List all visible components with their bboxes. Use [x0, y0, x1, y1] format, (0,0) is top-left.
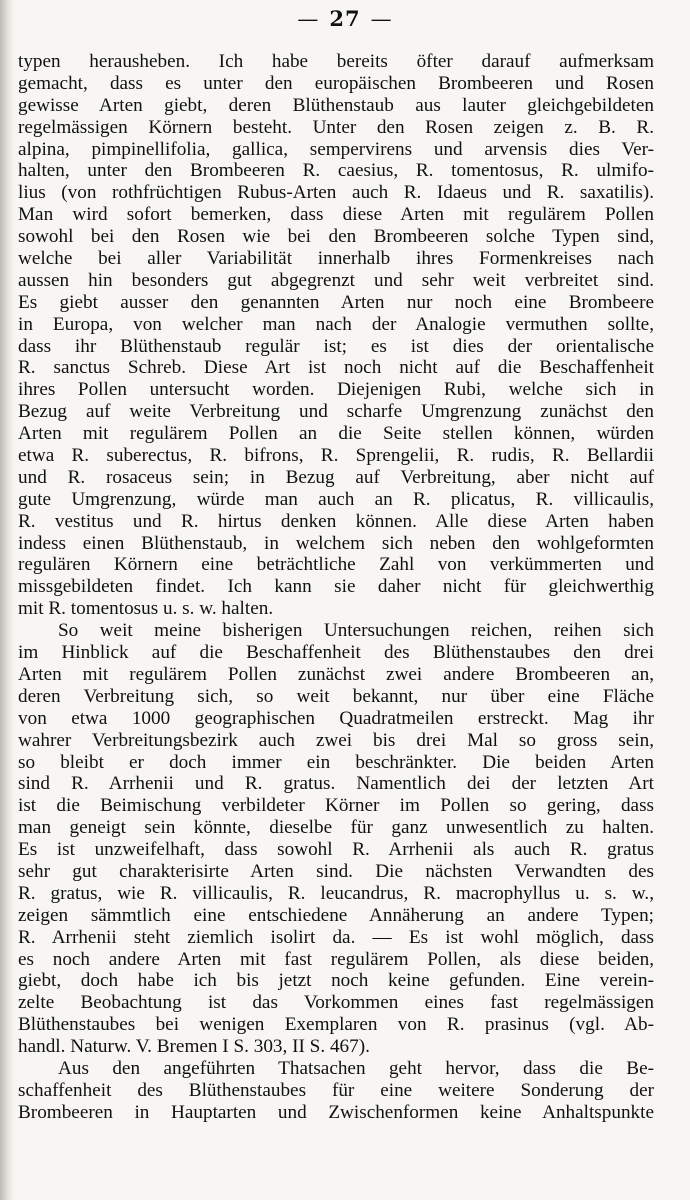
text-line: halten, unter den Brombeeren R. caesius, R. tomentosus, R. ulmifo-	[18, 160, 654, 182]
text-line: giebt, doch habe ich bis jetzt noch keine gefunden. Eine verein-	[18, 970, 654, 992]
text-line: Aus den angeführten Thatsachen geht hervor, dass die Be-	[58, 1057, 654, 1079]
body-text	[18, 51, 654, 1124]
text-line: man geneigt sein könnte, dieselbe für ganz unwesentlich zu halten.	[18, 817, 654, 839]
text-line: etwa R. suberectus, R. bifrons, R. Sprengelii, R. rudis, R. Bellardii	[18, 445, 654, 467]
text-line: Es giebt ausser den genannten Arten nur noch eine Brombeere	[18, 291, 654, 313]
text-line: schaffenheit des Blüthenstaubes für eine weitere Sonderung der	[18, 1079, 654, 1101]
text-line: welche bei aller Variabilität innerhalb ihres Formenkreises nach	[18, 248, 654, 270]
text-line: aussen hin besonders gut abgegrenzt und sehr weit verbreitet sind.	[18, 269, 654, 291]
text-line: R. vestitus und R. hirtus denken können. Alle diese Arten haben	[18, 510, 654, 532]
text-line: typen herausheben. Ich habe bereits öfter darauf aufmerksam	[18, 51, 654, 72]
binding-shadow	[0, 0, 14, 1200]
text-line: Arten mit regulärem Pollen an die Seite stellen können, würden	[18, 423, 654, 445]
text-line: missgebildeten findet. Ich kann sie daher nicht für gleichwerthig	[18, 576, 654, 598]
text-line: wahrer Verbreitungsbezirk auch zwei bis drei Mal so gross sein,	[18, 729, 654, 751]
page-number-value: 27	[329, 6, 361, 31]
text-line: deren Verbreitung sich, so weit bekannt, nur über eine Fläche	[18, 685, 654, 707]
text-line: So weit meine bisherigen Untersuchungen reichen, reihen sich	[58, 620, 654, 642]
paragraph	[18, 1058, 654, 1124]
text-line: so bleibt er doch immer ein beschränkter. Die beiden Arten	[18, 751, 654, 773]
text-line: R. Arrhenii steht ziemlich isolirt da. — Es ist wohl möglich, dass	[18, 926, 654, 948]
text-line: im Hinblick auf die Beschaffenheit des Blüthenstaubes den drei	[18, 642, 654, 664]
text-line: alpina, pimpinellifolia, gallica, sempervirens und arvensis dies Ver-	[18, 138, 654, 160]
text-line: ist die Beimischung verbildeter Körner im Pollen so gering, dass	[18, 795, 654, 817]
dash-right: —	[370, 7, 393, 31]
text-line: und R. rosaceus sein; in Bezug auf Verbreitung, aber nicht auf	[18, 466, 654, 488]
text-line: zelte Beobachtung ist das Vorkommen eines fast regelmässigen	[18, 992, 654, 1014]
text-line: gemacht, dass es unter den europäischen Brombeeren und Rosen	[18, 72, 654, 94]
text-line: sind R. Arrhenii und R. gratus. Namentlich dei der letzten Art	[18, 773, 654, 795]
text-line: regelmässigen Körnern besteht. Unter den Rosen zeigen z. B. R.	[18, 116, 654, 138]
text-line: ihres Pollen untersucht worden. Diejenigen Rubi, welche sich in	[18, 379, 654, 401]
text-line: Arten mit regulärem Pollen zunächst zwei andere Brombeeren an,	[18, 663, 654, 685]
text-line: regulären Körnern eine beträchtliche Zahl von verkümmerten und	[18, 554, 654, 576]
dash-left: —	[297, 7, 320, 31]
text-line: Bezug auf weite Verbreitung und scharfe Umgrenzung zunächst den	[18, 401, 654, 423]
paragraph	[18, 51, 654, 620]
text-line: dass ihr Blüthenstaub regulär ist; es ist dies der orientalische	[18, 335, 654, 357]
text-line: zeigen sämmtlich eine entschiedene Annäherung an andere Typen;	[18, 904, 654, 926]
text-line: R. sanctus Schreb. Diese Art ist noch nicht auf die Beschaffenheit	[18, 357, 654, 379]
paragraph	[18, 620, 654, 1058]
text-line: Es ist unzweifelhaft, dass sowohl R. Arrhenii als auch R. gratus	[18, 839, 654, 861]
text-line: R. gratus, wie R. villicaulis, R. leucandrus, R. macrophyllus u. s. w.,	[18, 882, 654, 904]
text-line: Blüthenstaubes bei wenigen Exemplaren von R. prasinus (vgl. Ab-	[18, 1014, 654, 1036]
page-number	[0, 6, 690, 31]
text-line: es noch andere Arten mit fast regulärem Pollen, als diese beiden,	[18, 948, 654, 970]
text-line: gute Umgrenzung, würde man auch an R. plicatus, R. villicaulis,	[18, 488, 654, 510]
text-line: mit R. tomentosus u. s. w. halten.	[18, 598, 274, 620]
text-line: handl. Naturw. V. Bremen I S. 303, II S. 467).	[18, 1036, 370, 1058]
text-line: Brombeeren in Hauptarten und Zwischenformen keine Anhaltspunkte	[18, 1101, 654, 1123]
text-line: von etwa 1000 geographischen Quadratmeilen erstreckt. Mag ihr	[18, 707, 654, 729]
text-line: Man wird sofort bemerken, dass diese Arten mit regulärem Pollen	[18, 204, 654, 226]
text-line: sehr gut charakterisirte Arten sind. Die nächsten Verwandten des	[18, 860, 654, 882]
text-line: gewisse Arten giebt, deren Blüthenstaub aus lauter gleichgebildeten	[18, 94, 654, 116]
text-line: lius (von rothfrüchtigen Rubus-Arten auch R. Idaeus und R. saxatilis).	[18, 182, 654, 204]
text-line: in Europa, von welcher man nach der Analogie vermuthen sollte,	[18, 313, 654, 335]
text-line: sowohl bei den Rosen wie bei den Brombeeren solche Typen sind,	[18, 226, 654, 248]
text-line: indess einen Blüthenstaub, in welchem sich neben den wohlgeformten	[18, 532, 654, 554]
